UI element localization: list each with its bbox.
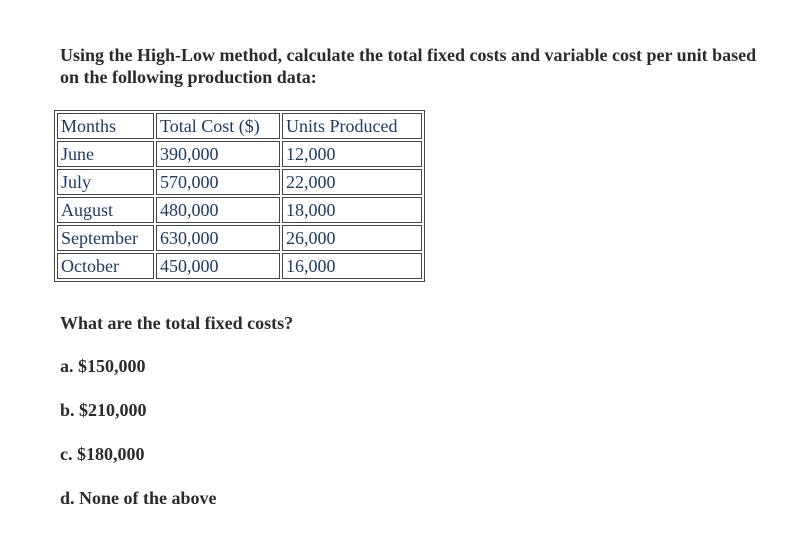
question-prompt: What are the total fixed costs? bbox=[60, 313, 294, 333]
table-row bbox=[57, 253, 422, 279]
cell-units: 12,000 bbox=[282, 141, 422, 167]
table-row bbox=[57, 141, 422, 167]
header-units-produced: Units Produced bbox=[282, 113, 422, 139]
cell-units: 26,000 bbox=[282, 225, 422, 251]
production-data-table bbox=[54, 110, 425, 282]
cell-total-cost: 450,000 bbox=[156, 253, 280, 279]
cell-units: 16,000 bbox=[282, 253, 422, 279]
table-header-row bbox=[57, 113, 422, 139]
cell-month: July bbox=[57, 169, 154, 195]
option-b[interactable]: b. $210,000 bbox=[60, 400, 147, 420]
option-d[interactable]: d. None of the above bbox=[60, 488, 217, 508]
table-row bbox=[57, 169, 422, 195]
cell-units: 18,000 bbox=[282, 197, 422, 223]
cell-total-cost: 630,000 bbox=[156, 225, 280, 251]
table-row bbox=[57, 197, 422, 223]
cell-units: 22,000 bbox=[282, 169, 422, 195]
cell-month: August bbox=[57, 197, 154, 223]
header-months: Months bbox=[57, 113, 154, 139]
cell-month: September bbox=[57, 225, 154, 251]
table-row bbox=[57, 225, 422, 251]
cell-total-cost: 480,000 bbox=[156, 197, 280, 223]
question-text: Using the High-Low method, calculate the total fixed costs and variable cost per unit based on the following production data: bbox=[60, 45, 757, 87]
cell-total-cost: 570,000 bbox=[156, 169, 280, 195]
cell-total-cost: 390,000 bbox=[156, 141, 280, 167]
header-total-cost: Total Cost ($) bbox=[156, 113, 280, 139]
option-a[interactable]: a. $150,000 bbox=[60, 356, 146, 376]
cell-month: October bbox=[57, 253, 154, 279]
cell-month: June bbox=[57, 141, 154, 167]
option-c[interactable]: c. $180,000 bbox=[60, 444, 145, 464]
